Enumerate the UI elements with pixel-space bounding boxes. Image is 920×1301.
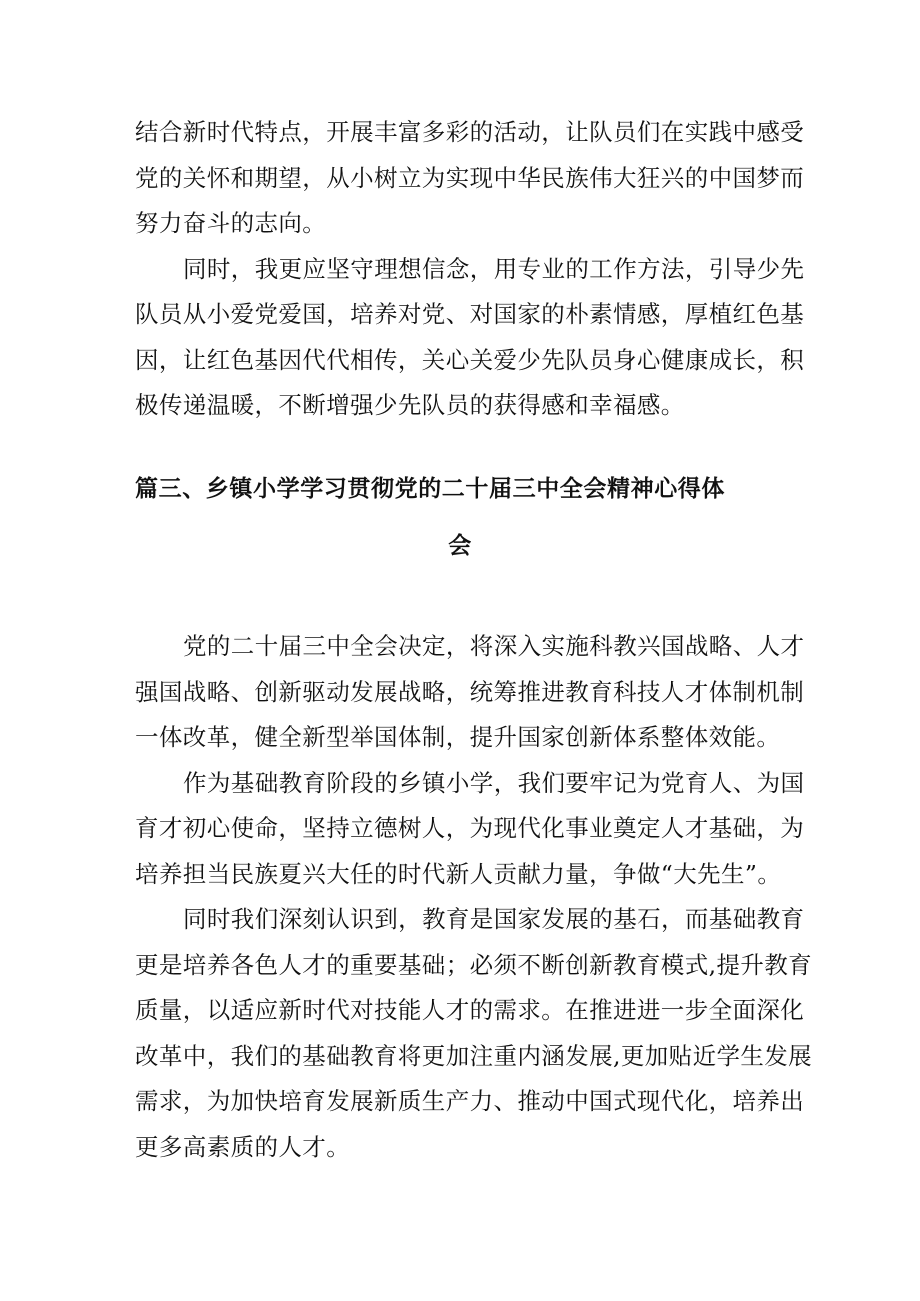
text-line: 需求，为加快培育发展新质生产力、推动中国式现代化，培养出 <box>135 1087 805 1115</box>
text-line: 党的二十届三中全会决定，将深入实施科教兴国战略、人才 <box>183 632 805 660</box>
text-line: 更多高素质的人才。 <box>135 1133 351 1161</box>
text-line: 强国战略、创新驱动发展战略，统筹推进教育科技人才体制机制 <box>135 678 805 706</box>
text-line: 极传递温暖，不断增强少先队员的获得感和幸福感。 <box>135 391 685 419</box>
text-line: 努力奋斗的志向。 <box>135 209 327 237</box>
text-line: 质量，以适应新时代对技能人才的需求。在推进进一步全面深化 <box>135 996 805 1024</box>
text-line: 同时我们深刻认识到，教育是国家发展的基石，而基础教育 <box>183 905 805 933</box>
heading-line: 篇三、乡镇小学学习贯彻党的二十届三中全会精神心得体 <box>135 476 725 502</box>
text-line: 党的关怀和期望，从小树立为实现中华民族伟大狂兴的中国梦而 <box>135 164 805 192</box>
text-line: 结合新时代特点，开展丰富多彩的活动，让队员们在实践中感受 <box>135 118 805 146</box>
text-line: 同时，我更应坚守理想信念，用专业的工作方法，引导少先 <box>183 255 805 283</box>
text-line: 更是培养各色人才的重要基础；必须不断创新教育模式,提升教育 <box>135 951 813 979</box>
text-line: 培养担当民族夏兴大任的时代新人贡献力量，争做“大先生”。 <box>135 860 782 888</box>
text-line: 改革中，我们的基础教育将更加注重内涵发展,更加贴近学生发展 <box>135 1042 813 1070</box>
text-line: 作为基础教育阶段的乡镇小学，我们要牢记为党育人、为国 <box>183 769 805 797</box>
text-line: 因，让红色基因代代相传，关心关爱少先队员身心健康成长，积 <box>135 346 805 374</box>
text-line: 队员从小爱党爱国，培养对党、对国家的朴素情感，厚植红色基 <box>135 300 805 328</box>
heading-line: 会 <box>448 533 472 559</box>
text-line: 育才初心使命，坚持立德树人，为现代化事业奠定人才基础，为 <box>135 814 805 842</box>
text-line: 一体改革，健全新型举国体制，提升国家创新体系整体效能。 <box>135 723 781 751</box>
